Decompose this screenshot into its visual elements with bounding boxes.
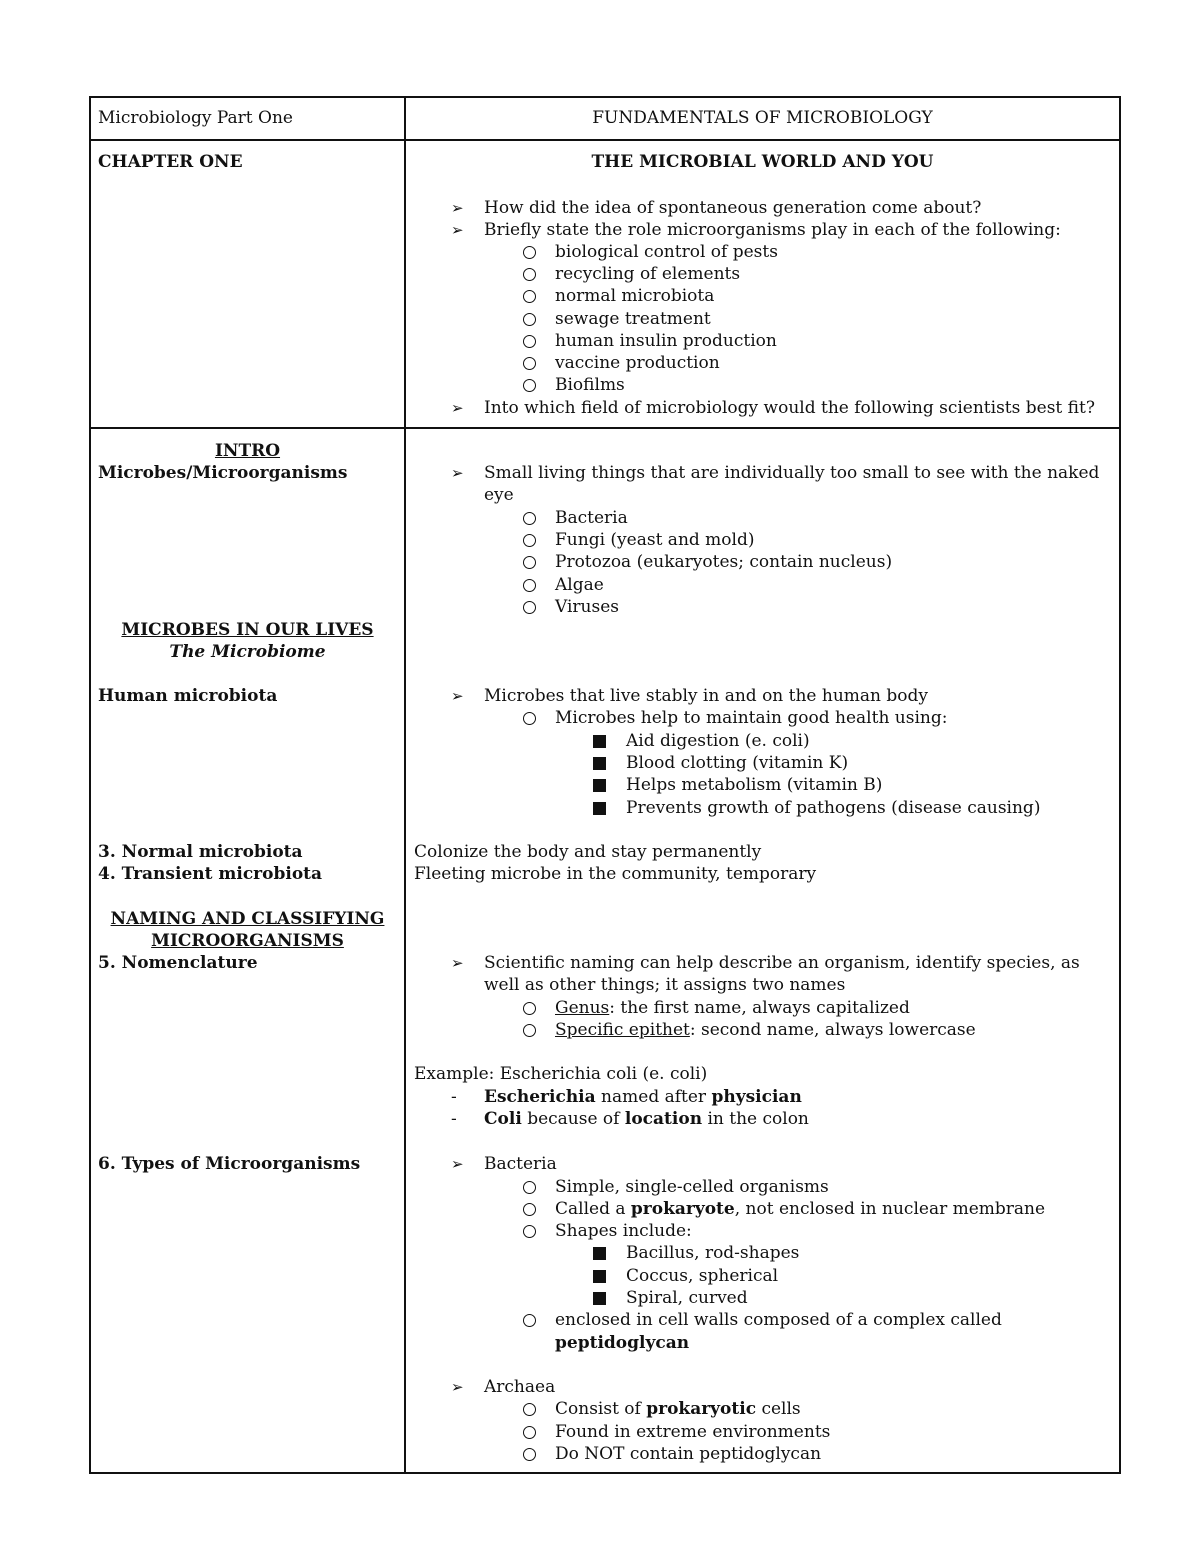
- naming-heading: NAMING AND CLASSIFYING: [110, 909, 385, 929]
- circle-bullet-icon: [523, 601, 536, 614]
- role-item: biological control of pests: [555, 242, 778, 262]
- bacteria-point: Shapes include:: [555, 1221, 692, 1241]
- circle-bullet-icon: [523, 1024, 536, 1037]
- header-left: Microbiology Part One: [98, 108, 293, 128]
- bold-term: Escherichia: [484, 1087, 596, 1107]
- question-2: Briefly state the role microorganisms play in each of the following:: [484, 220, 1061, 240]
- microbe-type: Fungi (yeast and mold): [555, 530, 755, 550]
- example-point: [484, 1108, 809, 1130]
- text: Called a: [555, 1199, 631, 1219]
- role-item: sewage treatment: [555, 309, 711, 329]
- human-microbiota-term: Human microbiota: [98, 686, 278, 706]
- circle-bullet-icon: [523, 335, 536, 348]
- arrow-bullet-icon: ➢: [451, 221, 464, 239]
- arrow-bullet-icon: ➢: [451, 1155, 464, 1173]
- dash-bullet: -: [451, 1087, 457, 1107]
- intro-definition: Small living things that are individually too small to see with the naked: [484, 463, 1100, 483]
- table-border-bottom: [89, 1472, 1121, 1474]
- circle-bullet-icon: [523, 313, 536, 326]
- intro-heading: INTRO: [214, 441, 281, 461]
- bacteria-point: [555, 1198, 1045, 1220]
- role-item: vaccine production: [555, 353, 720, 373]
- nomenclature-def: Scientific naming can help describe an organism, identify species, as: [484, 953, 1080, 973]
- normal-microbiota-term: 3. Normal microbiota: [98, 842, 303, 862]
- human-microbiota-def: Microbes that live stably in and on the human body: [484, 686, 929, 706]
- row-divider: [89, 139, 1121, 141]
- archaea-point: Found in extreme environments: [555, 1422, 831, 1442]
- circle-bullet-icon: [523, 1225, 536, 1238]
- circle-bullet-icon: [523, 1203, 536, 1216]
- epithet-desc: : second name, always lowercase: [689, 1020, 976, 1040]
- transient-microbiota-def: Fleeting microbe in the community, temporary: [414, 864, 817, 884]
- normal-microbiota-def: Colonize the body and stay permanently: [414, 842, 762, 862]
- circle-bullet-icon: [523, 1403, 536, 1416]
- role-item: recycling of elements: [555, 264, 741, 284]
- archaea-heading: Archaea: [484, 1377, 556, 1397]
- microbiota-use: Aid digestion (e. coli): [626, 731, 810, 751]
- bacteria-point-cont: peptidoglycan: [555, 1333, 690, 1353]
- role-item: normal microbiota: [555, 286, 715, 306]
- genus-label: Genus: [555, 998, 610, 1018]
- table-border-left: [89, 96, 91, 1474]
- circle-bullet-icon: [523, 712, 536, 725]
- shape-item: Coccus, spherical: [626, 1266, 779, 1286]
- circle-bullet-icon: [523, 1181, 536, 1194]
- transient-microbiota-term: 4. Transient microbiota: [98, 864, 323, 884]
- example-point: [484, 1086, 802, 1108]
- bacteria-heading: Bacteria: [484, 1154, 557, 1174]
- circle-bullet-icon: [523, 357, 536, 370]
- circle-bullet-icon: [523, 556, 536, 569]
- square-bullet-icon: [593, 1292, 606, 1305]
- arrow-bullet-icon: ➢: [451, 199, 464, 217]
- circle-bullet-icon: [523, 534, 536, 547]
- circle-bullet-icon: [523, 1314, 536, 1327]
- question-3: Into which field of microbiology would the following scientists best fit?: [484, 398, 1095, 418]
- bacteria-point: Simple, single-celled organisms: [555, 1177, 829, 1197]
- archaea-point: Do NOT contain peptidoglycan: [555, 1444, 822, 1464]
- square-bullet-icon: [593, 1247, 606, 1260]
- microbiota-subpoint: Microbes help to maintain good health using:: [555, 708, 948, 728]
- circle-bullet-icon: [523, 268, 536, 281]
- bold-term: prokaryote: [630, 1199, 735, 1219]
- genus-line: [555, 997, 910, 1019]
- microbe-type: Bacteria: [555, 508, 628, 528]
- arrow-bullet-icon: ➢: [451, 464, 464, 482]
- lives-heading: MICROBES IN OUR LIVES: [121, 620, 374, 640]
- microbiota-use: Prevents growth of pathogens (disease causing): [626, 798, 1041, 818]
- text: named after: [595, 1087, 712, 1107]
- nomenclature-term: 5. Nomenclature: [98, 953, 258, 973]
- dash-bullet: -: [451, 1109, 457, 1129]
- intro-definition-cont: eye: [484, 485, 514, 505]
- circle-bullet-icon: [523, 1426, 536, 1439]
- bold-term: Coli: [484, 1109, 522, 1129]
- bold-term: prokaryotic: [646, 1399, 757, 1419]
- square-bullet-icon: [593, 802, 606, 815]
- microbiota-use: Helps metabolism (vitamin B): [626, 775, 883, 795]
- genus-desc: : the first name, always capitalized: [609, 998, 910, 1018]
- shape-item: Bacillus, rod-shapes: [626, 1243, 800, 1263]
- nomenclature-def-cont: well as other things; it assigns two names: [484, 975, 846, 995]
- chapter-label: CHAPTER ONE: [98, 152, 243, 172]
- table-border-top: [89, 96, 1121, 98]
- epithet-label: Specific epithet: [555, 1020, 690, 1040]
- circle-bullet-icon: [523, 1448, 536, 1461]
- intro-term: Microbes/Microorganisms: [98, 463, 348, 483]
- column-divider: [404, 96, 406, 1474]
- bold-term: location: [624, 1109, 703, 1129]
- microbe-type: Viruses: [555, 597, 619, 617]
- square-bullet-icon: [593, 735, 606, 748]
- bold-term: physician: [711, 1087, 802, 1107]
- text: , not enclosed in nuclear membrane: [734, 1199, 1046, 1219]
- square-bullet-icon: [593, 757, 606, 770]
- square-bullet-icon: [593, 1270, 606, 1283]
- arrow-bullet-icon: ➢: [451, 954, 464, 972]
- text: in the colon: [702, 1109, 809, 1129]
- arrow-bullet-icon: ➢: [451, 399, 464, 417]
- circle-bullet-icon: [523, 379, 536, 392]
- circle-bullet-icon: [523, 512, 536, 525]
- table-border-right: [1119, 96, 1121, 1474]
- shape-item: Spiral, curved: [626, 1288, 748, 1308]
- archaea-point: [555, 1398, 801, 1420]
- lives-subheading: The Microbiome: [169, 642, 326, 662]
- row-divider: [89, 427, 1121, 429]
- arrow-bullet-icon: ➢: [451, 687, 464, 705]
- text: Consist of: [555, 1399, 647, 1419]
- microbe-type: Algae: [555, 575, 604, 595]
- question-1: How did the idea of spontaneous generation come about?: [484, 198, 982, 218]
- square-bullet-icon: [593, 779, 606, 792]
- role-item: human insulin production: [555, 331, 777, 351]
- arrow-bullet-icon: ➢: [451, 1378, 464, 1396]
- header-right: FUNDAMENTALS OF MICROBIOLOGY: [592, 108, 933, 128]
- circle-bullet-icon: [523, 1002, 536, 1015]
- role-item: Biofilms: [555, 375, 625, 395]
- circle-bullet-icon: [523, 246, 536, 259]
- example-line: Example: Escherichia coli (e. coli): [414, 1064, 708, 1084]
- epithet-line: [555, 1019, 976, 1041]
- circle-bullet-icon: [523, 579, 536, 592]
- naming-heading-cont: MICROORGANISMS: [151, 931, 344, 951]
- microbe-type: Protozoa (eukaryotes; contain nucleus): [555, 552, 893, 572]
- text: cells: [756, 1399, 801, 1419]
- types-term: 6. Types of Microorganisms: [98, 1154, 361, 1174]
- circle-bullet-icon: [523, 290, 536, 303]
- document-table: [89, 96, 1121, 1474]
- text: because of: [521, 1109, 625, 1129]
- bacteria-point: enclosed in cell walls composed of a complex called: [555, 1310, 1002, 1330]
- chapter-title: THE MICROBIAL WORLD AND YOU: [591, 152, 934, 172]
- microbiota-use: Blood clotting (vitamin K): [626, 753, 849, 773]
